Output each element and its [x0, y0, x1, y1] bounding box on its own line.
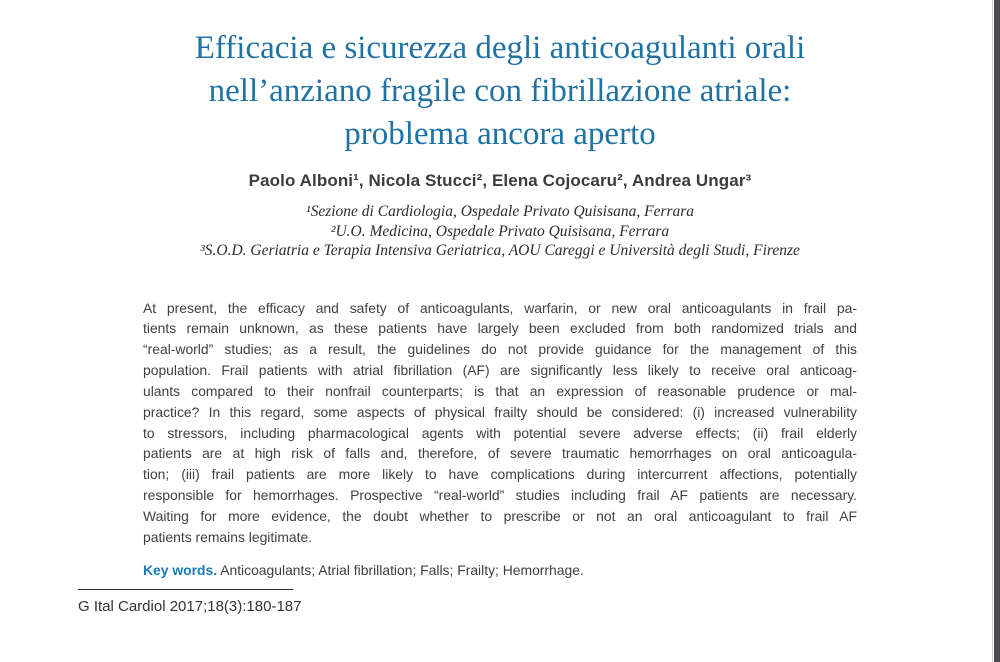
journal-citation: G Ital Cardiol 2017;18(3):180-187 — [78, 598, 302, 615]
affiliation-line: ¹Sezione di Cardiologia, Ospedale Privato Quisisana, Ferrara — [305, 203, 695, 220]
abstract-line: tion; (iii) frail patients are more likely to have complications during intercurrent affections, potentially — [143, 466, 857, 483]
article-title-line: nell’anziano fragile con fibrillazione atriale: — [208, 73, 792, 109]
abstract-line: patients are at high risk of falls and, therefore, of severe traumatic hemorrhages on oral anticoagula- — [143, 445, 857, 462]
abstract-line: ulants compared to their nonfrail counterparts; is that an expression of reasonable prudence or mal- — [143, 382, 857, 399]
abstract-line: practice? In this regard, some aspects of physical frailty should be considered: (i) increased vulnerability — [143, 403, 857, 420]
article-title-line: Efficacia e sicurezza degli anticoagulanti orali — [194, 30, 806, 66]
window-edge-bar — [994, 0, 1000, 662]
abstract-line: patients remains legitimate. — [143, 528, 313, 545]
keywords-text: Anticoagulants; Atrial fibrillation; Falls; Frailty; Hemorrhage. — [217, 561, 584, 578]
abstract-line: population. Frail patients with atrial fibrillation (AF) are significantly less likely to receive oral anticoag- — [143, 362, 857, 379]
abstract-line: to stressors, including pharmacological agents with potential severe adverse effects; (ii) frail elderly — [143, 424, 857, 441]
keywords-line — [143, 562, 857, 578]
affiliations-block — [0, 202, 1000, 261]
abstract-line: Waiting for more evidence, the doubt whether to prescribe or not an oral anticoagulant to frail AF — [143, 507, 857, 524]
article-title — [70, 27, 930, 156]
abstract-line: At present, the efficacy and safety of anticoagulants, warfarin, or new oral anticoagulants in frail pa- — [143, 299, 857, 316]
abstract-block — [143, 298, 857, 548]
footer-divider — [78, 589, 293, 590]
abstract-line: “real-world” studies; as a result, the guidelines do not provide guidance for the management of this — [143, 341, 857, 358]
abstract-line: responsible for hemorrhages. Prospective “real-world” studies including frail AF patients are necessary. — [143, 487, 857, 504]
article-title-line: problema ancora aperto — [344, 116, 656, 152]
abstract-line: tients remain unknown, as these patients have largely been excluded from both randomized trials and — [143, 320, 857, 337]
affiliation-line: ³S.O.D. Geriatria e Terapia Intensiva Geriatrica, AOU Careggi e Università degli Studi, Firenze — [200, 242, 800, 259]
authors-line: Paolo Alboni¹, Nicola Stucci², Elena Cojocaru², Andrea Ungar³ — [248, 171, 752, 190]
affiliation-line: ²U.O. Medicina, Ospedale Privato Quisisana, Ferrara — [330, 222, 670, 240]
keywords-label: Key words. — [143, 561, 218, 578]
window-edge-line — [992, 0, 993, 662]
